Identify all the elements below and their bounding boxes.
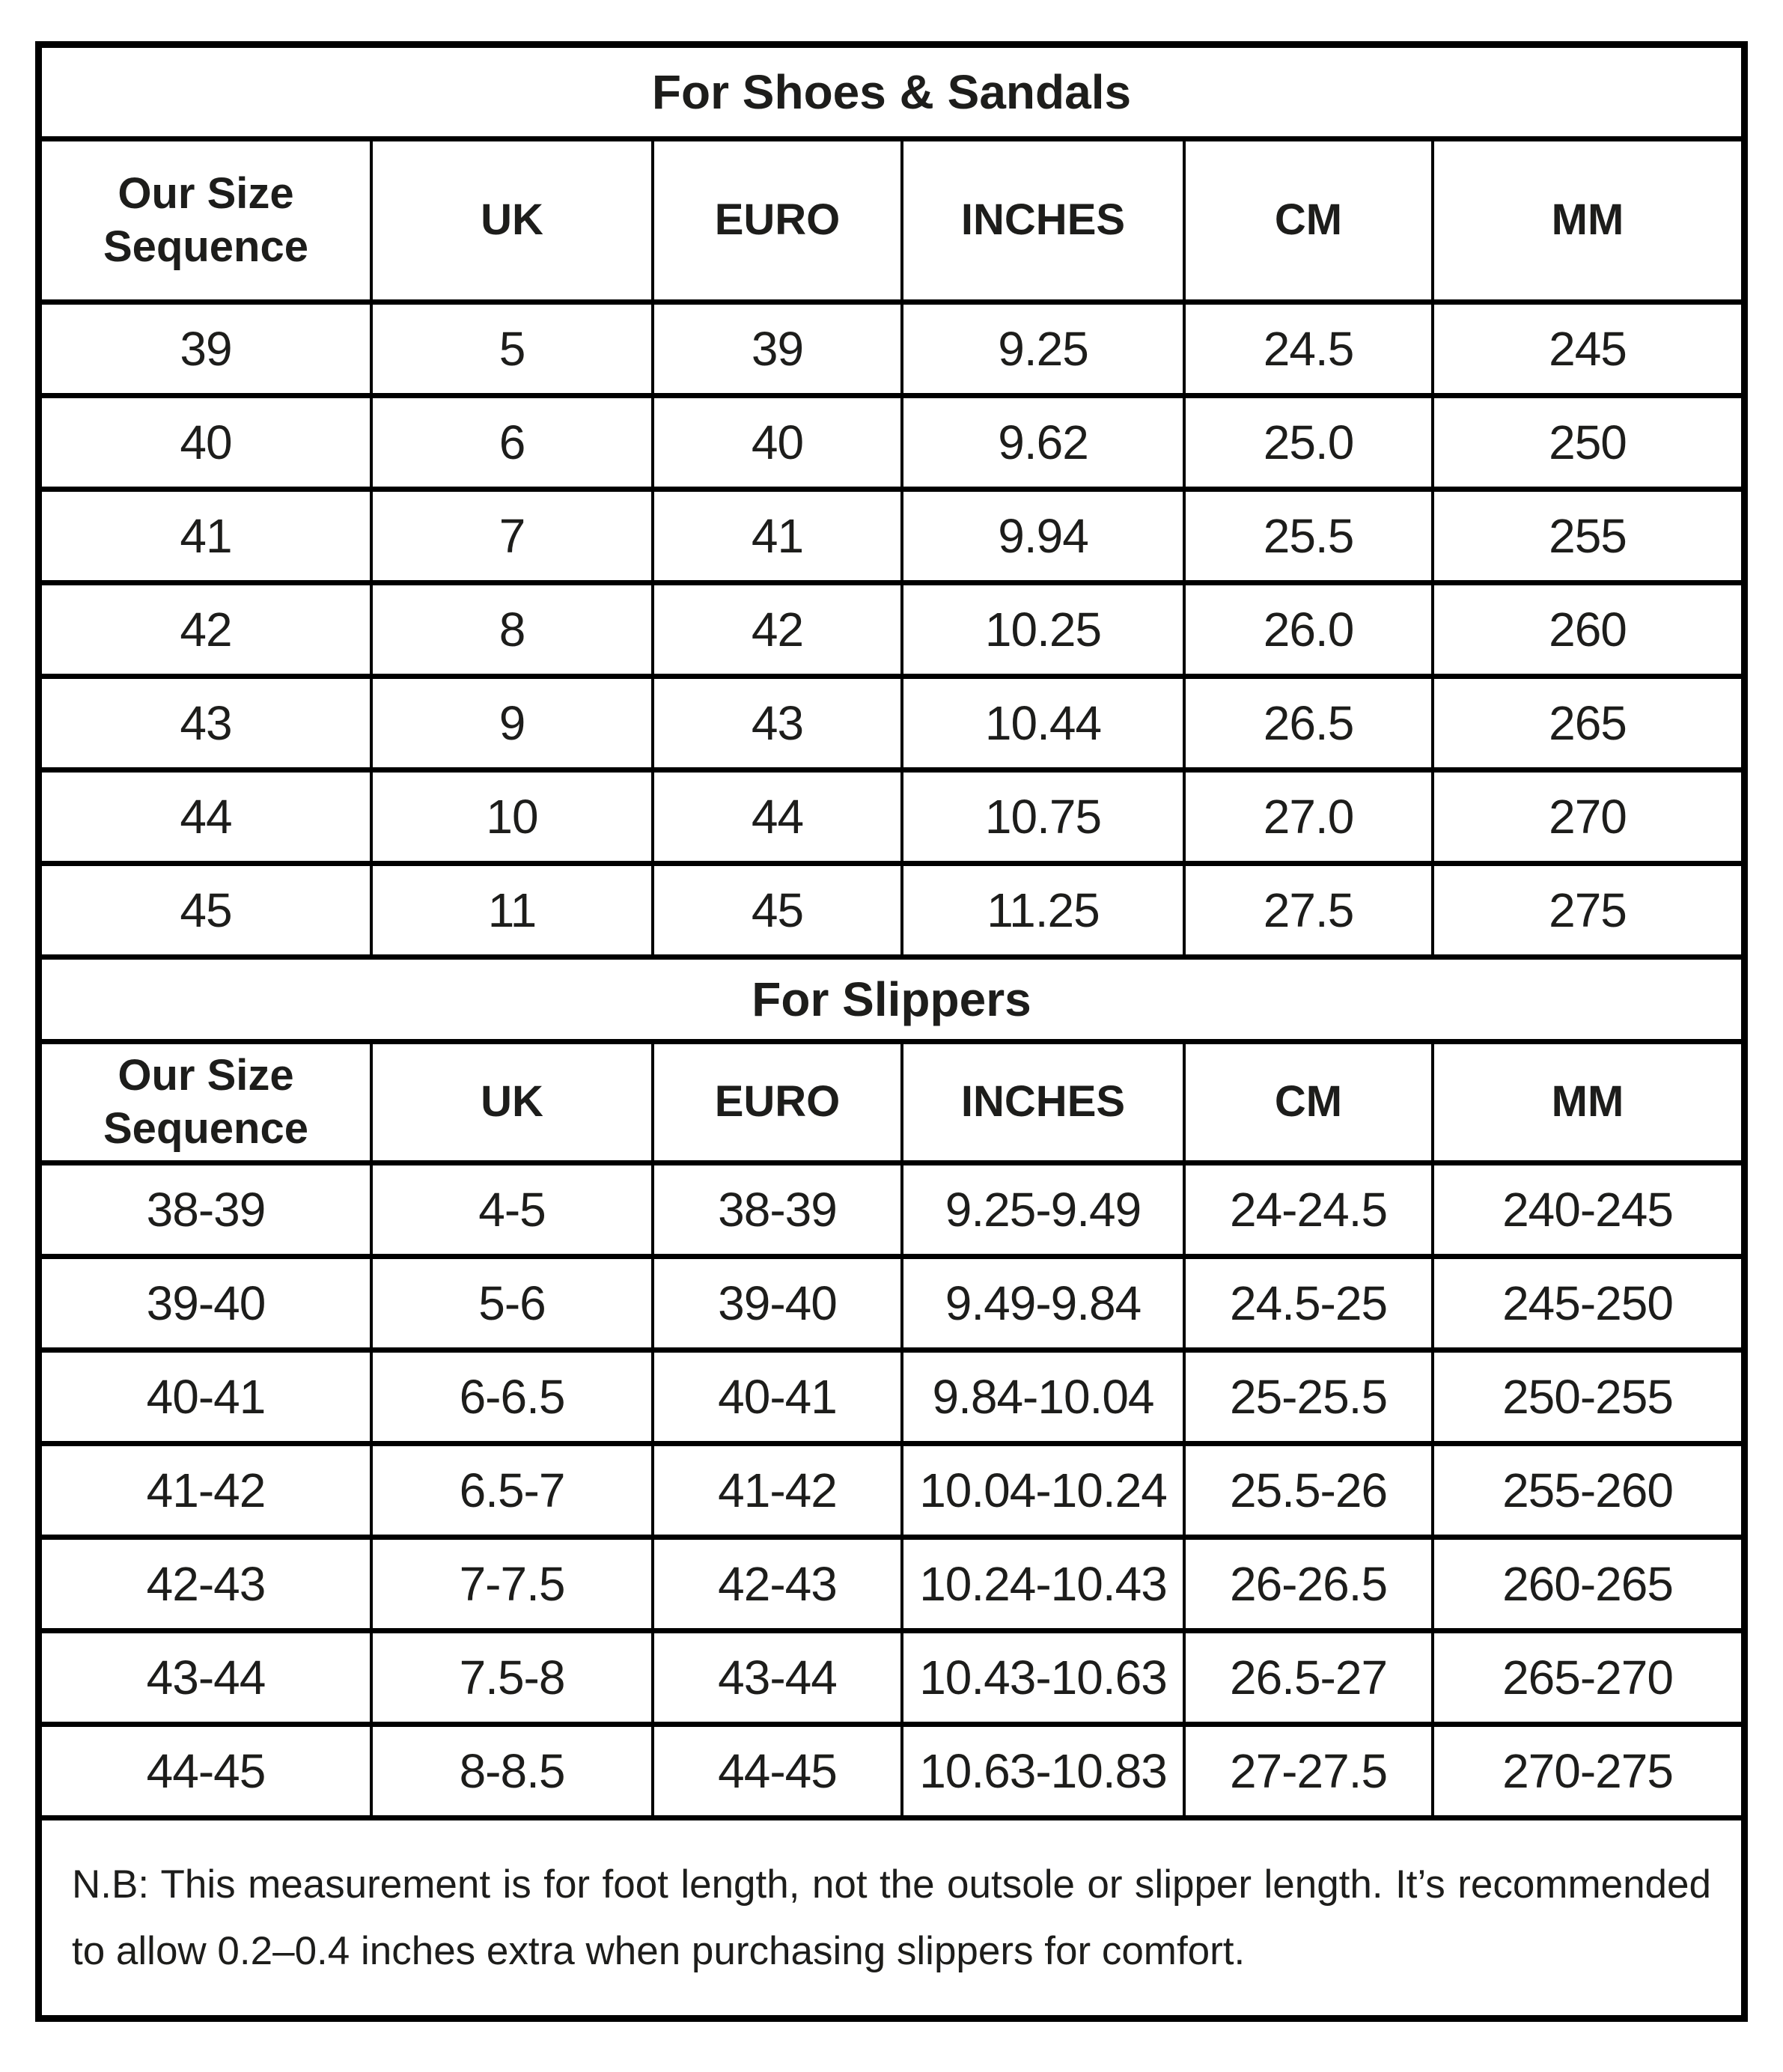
table-cell: 7.5-8	[373, 1633, 654, 1727]
table-cell: 27.0	[1186, 773, 1434, 866]
table-cell: 43-44	[42, 1633, 373, 1727]
table-cell: 24-24.5	[1186, 1166, 1434, 1259]
slippers-column-header-mm: MM	[1434, 1044, 1741, 1166]
table-row	[42, 1166, 1741, 1259]
table-cell: 42-43	[42, 1540, 373, 1633]
table-row	[42, 585, 1741, 679]
table-cell: 43	[42, 679, 373, 773]
table-cell: 43-44	[654, 1633, 903, 1727]
slippers-column-header-uk: UK	[373, 1044, 654, 1166]
table-cell: 5	[373, 305, 654, 398]
shoes-column-header-uk: UK	[373, 141, 654, 305]
table-row	[42, 1540, 1741, 1633]
table-cell: 9.62	[903, 398, 1186, 492]
table-cell: 44-45	[654, 1727, 903, 1820]
table-cell: 27.5	[1186, 866, 1434, 960]
shoes-column-header-mm: MM	[1434, 141, 1741, 305]
table-cell: 40	[654, 398, 903, 492]
table-cell: 45	[42, 866, 373, 960]
table-cell: 8-8.5	[373, 1727, 654, 1820]
table-cell: 44-45	[42, 1727, 373, 1820]
table-cell: 26.5	[1186, 679, 1434, 773]
shoes-column-header-inches: INCHES	[903, 141, 1186, 305]
size-chart-table	[35, 41, 1748, 2022]
table-row	[42, 398, 1741, 492]
table-cell: 9.25-9.49	[903, 1166, 1186, 1259]
table-cell: 9.84-10.04	[903, 1353, 1186, 1446]
table-cell: 6.5-7	[373, 1446, 654, 1540]
table-cell: 9.49-9.84	[903, 1259, 1186, 1353]
table-cell: 39	[654, 305, 903, 398]
table-cell: 39	[42, 305, 373, 398]
table-row	[42, 1259, 1741, 1353]
slippers-column-header-inches: INCHES	[903, 1044, 1186, 1166]
slippers-column-header-our-size: Our Size Sequence	[42, 1044, 373, 1166]
table-cell: 245	[1434, 305, 1741, 398]
table-cell: 41-42	[654, 1446, 903, 1540]
table-cell: 6	[373, 398, 654, 492]
table-cell: 10.43-10.63	[903, 1633, 1186, 1727]
table-row	[42, 1353, 1741, 1446]
footnote-row	[42, 1820, 1741, 2015]
table-cell: 270-275	[1434, 1727, 1741, 1820]
table-cell: 4-5	[373, 1166, 654, 1259]
table-cell: 25-25.5	[1186, 1353, 1434, 1446]
footnote-text: N.B: This measurement is for foot length, not the outsole or slipper length. It’s recommended to allow 0.2–0.4 inches extra when purchasing slippers for comfort.	[72, 1862, 1711, 1973]
table-cell: 27-27.5	[1186, 1727, 1434, 1820]
table-cell: 40-41	[654, 1353, 903, 1446]
table-cell: 26.5-27	[1186, 1633, 1434, 1727]
size-chart	[35, 41, 1748, 2022]
table-cell: 24.5-25	[1186, 1259, 1434, 1353]
table-cell: 10.63-10.83	[903, 1727, 1186, 1820]
table-cell: 43	[654, 679, 903, 773]
table-cell: 9.94	[903, 492, 1186, 585]
table-cell: 9	[373, 679, 654, 773]
shoes-column-header-our-size: Our Size Sequence	[42, 141, 373, 305]
table-row	[42, 773, 1741, 866]
table-cell: 255	[1434, 492, 1741, 585]
table-cell: 40-41	[42, 1353, 373, 1446]
table-cell: 11.25	[903, 866, 1186, 960]
table-cell: 10.44	[903, 679, 1186, 773]
table-cell: 42-43	[654, 1540, 903, 1633]
table-row	[42, 866, 1741, 960]
table-row	[42, 1727, 1741, 1820]
table-cell: 26-26.5	[1186, 1540, 1434, 1633]
table-cell: 6-6.5	[373, 1353, 654, 1446]
table-cell: 25.5-26	[1186, 1446, 1434, 1540]
table-cell: 38-39	[654, 1166, 903, 1259]
table-cell: 275	[1434, 866, 1741, 960]
table-cell: 38-39	[42, 1166, 373, 1259]
table-cell: 245-250	[1434, 1259, 1741, 1353]
table-cell: 255-260	[1434, 1446, 1741, 1540]
table-cell: 11	[373, 866, 654, 960]
table-cell: 260-265	[1434, 1540, 1741, 1633]
shoes-header-row	[42, 141, 1741, 305]
table-cell: 40	[42, 398, 373, 492]
table-cell: 42	[654, 585, 903, 679]
table-cell: 41	[42, 492, 373, 585]
shoes-column-header-euro: EURO	[654, 141, 903, 305]
table-cell: 45	[654, 866, 903, 960]
table-cell: 240-245	[1434, 1166, 1741, 1259]
shoes-section-title: For Shoes & Sandals	[42, 48, 1741, 141]
table-cell: 265-270	[1434, 1633, 1741, 1727]
slippers-section-title-row	[42, 960, 1741, 1044]
table-row	[42, 1446, 1741, 1540]
table-cell: 26.0	[1186, 585, 1434, 679]
table-cell: 270	[1434, 773, 1741, 866]
table-cell: 9.25	[903, 305, 1186, 398]
slippers-column-header-cm: CM	[1186, 1044, 1434, 1166]
table-cell: 39-40	[654, 1259, 903, 1353]
table-cell: 250-255	[1434, 1353, 1741, 1446]
table-row	[42, 492, 1741, 585]
shoes-section-title-row	[42, 48, 1741, 141]
table-cell: 10.75	[903, 773, 1186, 866]
table-cell: 44	[42, 773, 373, 866]
table-cell: 8	[373, 585, 654, 679]
table-cell: 10.04-10.24	[903, 1446, 1186, 1540]
table-cell: 5-6	[373, 1259, 654, 1353]
table-row	[42, 1633, 1741, 1727]
table-cell: 24.5	[1186, 305, 1434, 398]
table-row	[42, 305, 1741, 398]
table-cell: 25.5	[1186, 492, 1434, 585]
table-cell: 41-42	[42, 1446, 373, 1540]
table-cell: 10.24-10.43	[903, 1540, 1186, 1633]
table-row	[42, 679, 1741, 773]
table-cell: 7-7.5	[373, 1540, 654, 1633]
table-cell: 10	[373, 773, 654, 866]
table-cell: 265	[1434, 679, 1741, 773]
table-cell: 7	[373, 492, 654, 585]
table-cell: 25.0	[1186, 398, 1434, 492]
table-cell: 42	[42, 585, 373, 679]
slippers-column-header-euro: EURO	[654, 1044, 903, 1166]
table-cell: 39-40	[42, 1259, 373, 1353]
table-cell: 44	[654, 773, 903, 866]
table-cell: 260	[1434, 585, 1741, 679]
shoes-column-header-cm: CM	[1186, 141, 1434, 305]
slippers-section-title: For Slippers	[42, 960, 1741, 1044]
table-cell: 41	[654, 492, 903, 585]
table-cell: 10.25	[903, 585, 1186, 679]
table-cell: 250	[1434, 398, 1741, 492]
slippers-header-row	[42, 1044, 1741, 1166]
